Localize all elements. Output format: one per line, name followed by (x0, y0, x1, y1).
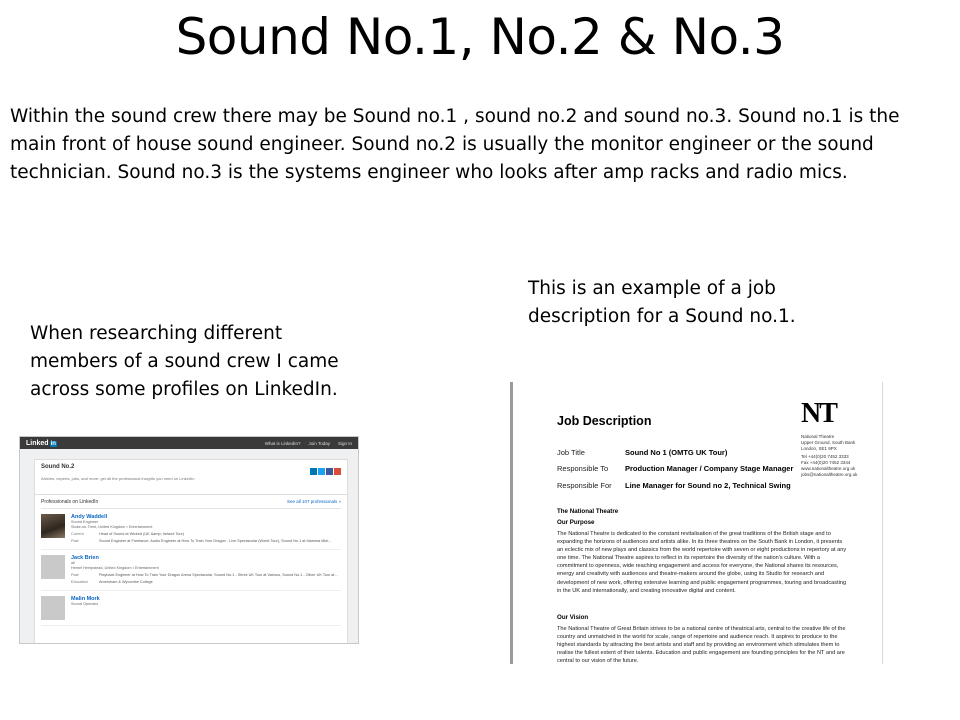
list-item (41, 550, 341, 591)
linkedin-professionals-list (34, 495, 348, 644)
jd-heading: Job Description (557, 414, 652, 428)
jd-row-responsible-for: Responsible For Line Manager for Sound no 2, Technical Swing (557, 481, 791, 490)
avatar (41, 514, 65, 538)
job-description-caption: This is an example of a job description for a Sound no.1. (528, 278, 796, 327)
education-value: Amersham & Wycombe College (99, 580, 153, 584)
list-heading: Professionals on LinkedIn (41, 499, 99, 505)
linkedin-search-sub: Articles, experts, jobs, and more: get all the professional insights you need on LinkedIn (41, 476, 195, 481)
jd-section-vision: Our Vision (557, 614, 589, 621)
facebook-share-icon (326, 468, 333, 475)
see-all-link: See all 107 professionals » (286, 499, 341, 504)
linkedin-logo: Linked in (26, 439, 56, 447)
intro-paragraph: Within the sound crew there may be Sound no.1 , sound no.2 and sound no.3. Sound no.1 is the main front of house sound engineer. Sound no.2 is usually the monitor engineer or the sound technician. Sound no.3 is the systems engineer who looks after amp racks and radio mics. (10, 106, 900, 183)
past-value: Sound Engineer at Freelance, Audio Engineer at How To Train Your Dragon - Live Spectacular (World Tour), Sound No.1 at Mamma Mia!... (99, 539, 332, 543)
share-icons (310, 468, 341, 475)
current-label: Current (71, 532, 84, 536)
nt-logo: NT (801, 398, 836, 429)
past-value: Playback Engineer at How To Train Your Dragon Arena Spectacular, Sound No.1 - Shrek UK Tour at Various, Sound No.1 - Oliver UK Tour at... (99, 573, 338, 577)
job-description-screenshot (510, 382, 883, 664)
linkedin-nav (265, 441, 352, 446)
jd-section-org: The National Theatre (557, 508, 619, 515)
jd-purpose-text: The National Theatre is dedicated to the constant revitalisation of the great traditions of the British stage and to expanding the horizons of audiences and artists alike. In its three theatres on the South Bank in London, it presents an eclectic mix of new plays and classics from the world repertoire with seven or eight productions in repertory at any one time. The National Theatre aspires to reflect in its repertoire the diversity of the nation's culture. With a commitment to openness, wide reaching engagement and access for everyone, the National shares its resources, energy and creativity with audiences and theatre-makers around the globe, using its Studio for research and development of new work, offering extensive learning and public engagement programmes, touring and broadcasting in the UK and internationally, and creating innovative digital and content. (557, 531, 847, 594)
person-headline: Sound Operator (71, 602, 99, 606)
linkedin-search-title: Sound No.2 (41, 464, 75, 470)
nav-sign-in: Sign In (337, 440, 352, 446)
avatar (41, 555, 65, 579)
twitter-share-icon (318, 468, 325, 475)
past-label: Past (71, 539, 79, 543)
person-headline: all (71, 561, 75, 565)
past-label: Past (71, 573, 79, 577)
list-item (41, 509, 341, 550)
person-name: Malin Mork (71, 596, 100, 602)
linkedin-caption: When researching different members of a sound crew I came across some profiles on LinkedIn. (30, 323, 339, 400)
person-headline: Sound Engineer (71, 520, 99, 524)
avatar (41, 596, 65, 620)
list-item (41, 591, 341, 626)
jd-address: National Theatre Upper Ground, South Bank London, SE1 9PX Tel +44(0)20 7452 3333 Fax +44(0)20 7452 3344 www.nationaltheatre.org.uk jobs@nationaltheatre.org.uk (801, 434, 858, 477)
person-name: Andy Waddell (71, 514, 108, 520)
linkedin-topbar (20, 437, 358, 449)
jd-row-responsible-to: Responsible To Production Manager / Company Stage Manager (557, 464, 794, 473)
current-value: Head of Sound at Wicked (UK &amp; Ireland Tour) (99, 532, 184, 536)
jd-row-job-title: Job Title Sound No 1 (OMTG UK Tour) (557, 448, 728, 457)
linkedin-screenshot (19, 436, 359, 644)
linkedin-share-icon (310, 468, 317, 475)
jd-section-purpose: Our Purpose (557, 519, 595, 526)
person-name: Jack Brien (71, 555, 99, 561)
person-location: Stoke-on-Trent, United Kingdom • Entertainment (71, 525, 153, 529)
education-label: Education (71, 580, 88, 584)
person-location: Hemel Hempstead, United Kingdom • Entertainment (71, 566, 159, 570)
jd-vision-text: The National Theatre of Great Britain strives to be a national centre of theatrical arts, central to the creative life of the country and unmatched in the world for scale, range of repertoire and audience reach. It aspires to produce to the highest standards by attracting the best artists and staff and by providing an environment which stimulates them to realise the fullest extent of their talents. Education and public engagement are founding principles for the NT and are central to our vision of the future. (557, 626, 846, 664)
linkedin-search-card (34, 459, 348, 495)
google-share-icon (334, 468, 341, 475)
slide-title: Sound No.1, No.2 & No.3 (175, 8, 785, 66)
nav-what-is-linkedin: What is LinkedIn? (264, 440, 301, 446)
nav-join-today: Join Today (308, 440, 330, 446)
